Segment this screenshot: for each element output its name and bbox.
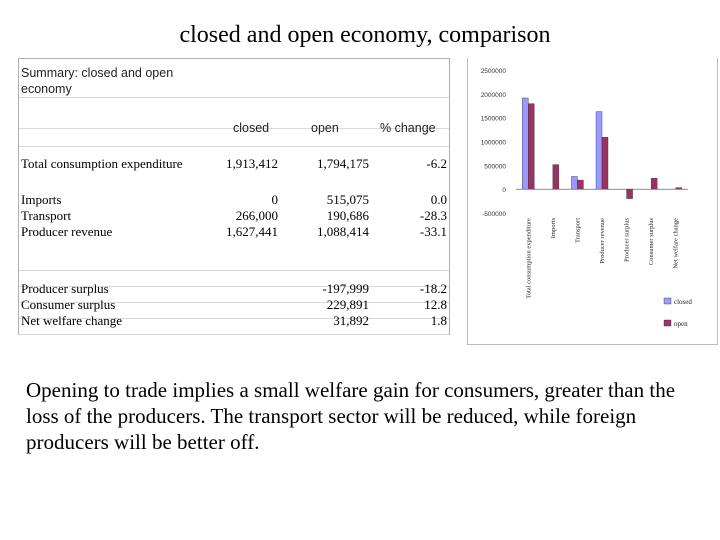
legend-label-closed: closed [674, 298, 692, 306]
cell-pct-change: -33.1 [419, 224, 447, 239]
bar-open [651, 178, 657, 189]
bar-chart-svg [468, 58, 717, 344]
column-header-closed: closed [233, 121, 270, 135]
cell-closed: 1,627,441 [226, 224, 278, 239]
cell-open: 1,794,175 [317, 156, 369, 171]
y-tick-label: 2000000 [480, 91, 506, 99]
legend-swatch-open [664, 320, 671, 326]
column-header-open: open [311, 121, 339, 135]
cell-closed: 1,913,412 [226, 156, 278, 171]
cell-closed: 0 [271, 192, 278, 207]
cell-closed: 266,000 [235, 208, 278, 223]
bar-closed [596, 112, 602, 190]
category-label: Total consumption expenditure [525, 218, 533, 299]
bar-open [577, 180, 583, 189]
y-tick-label: -500000 [482, 211, 506, 218]
cell-pct-change: -28.3 [419, 208, 447, 223]
bar-chart [467, 58, 718, 345]
bar-closed [522, 98, 528, 189]
y-tick-label: 1500000 [480, 115, 506, 123]
legend-label-open: open [674, 320, 688, 328]
legend-swatch-closed [664, 298, 671, 304]
category-label: Producer revenue [599, 218, 606, 264]
cell-pct-change: 0.0 [430, 192, 447, 207]
row-label: Total consumption expenditure [21, 156, 183, 171]
cell-open: 229,891 [326, 297, 369, 312]
cell-open: 515,075 [326, 192, 369, 207]
y-tick-label: 2500000 [480, 68, 506, 75]
bar-open [676, 188, 682, 190]
cell-pct-change: -6.2 [426, 156, 447, 171]
bar-open [602, 137, 608, 189]
caption [26, 377, 706, 455]
row-label: Producer revenue [21, 224, 113, 239]
cell-open: -197,999 [322, 281, 369, 296]
bar-open [528, 104, 534, 190]
cell-open: 31,892 [333, 313, 369, 328]
cell-pct-change: -18.2 [419, 281, 447, 296]
column-header-pct-change: % change [380, 121, 436, 135]
summary-title: Summary: closed and open economy [21, 66, 174, 96]
page-title: closed and open economy, comparison [179, 22, 551, 48]
cell-open: 1,088,414 [317, 224, 369, 239]
row-label: Consumer surplus [21, 297, 116, 312]
y-tick-label: 500000 [484, 163, 506, 171]
summary-table [18, 58, 450, 335]
cell-pct-change: 12.8 [424, 297, 447, 312]
bar-open [553, 165, 559, 190]
category-label: Net welfare change [672, 218, 680, 269]
category-label: Consumer surplus [648, 218, 656, 266]
row-label: Imports [21, 192, 62, 207]
bar-open [627, 189, 633, 198]
category-label: Imports [549, 218, 557, 239]
y-tick-label: 0 [502, 187, 506, 195]
category-label: Transport [574, 218, 582, 244]
bar-closed [571, 176, 577, 189]
category-label: Producer surplus [623, 218, 631, 262]
cell-open: 190,686 [326, 208, 369, 223]
row-label: Producer surplus [21, 281, 109, 296]
caption-text: Opening to trade implies a small welfare gain for consumers, greater than the loss of the producers. The transport sector will be reduced, while foreign producers will be better off. [26, 378, 676, 454]
row-label: Net welfare change [21, 313, 123, 328]
row-label: Transport [21, 208, 72, 223]
cell-pct-change: 1.8 [430, 313, 447, 328]
y-tick-label: 1000000 [480, 139, 506, 147]
